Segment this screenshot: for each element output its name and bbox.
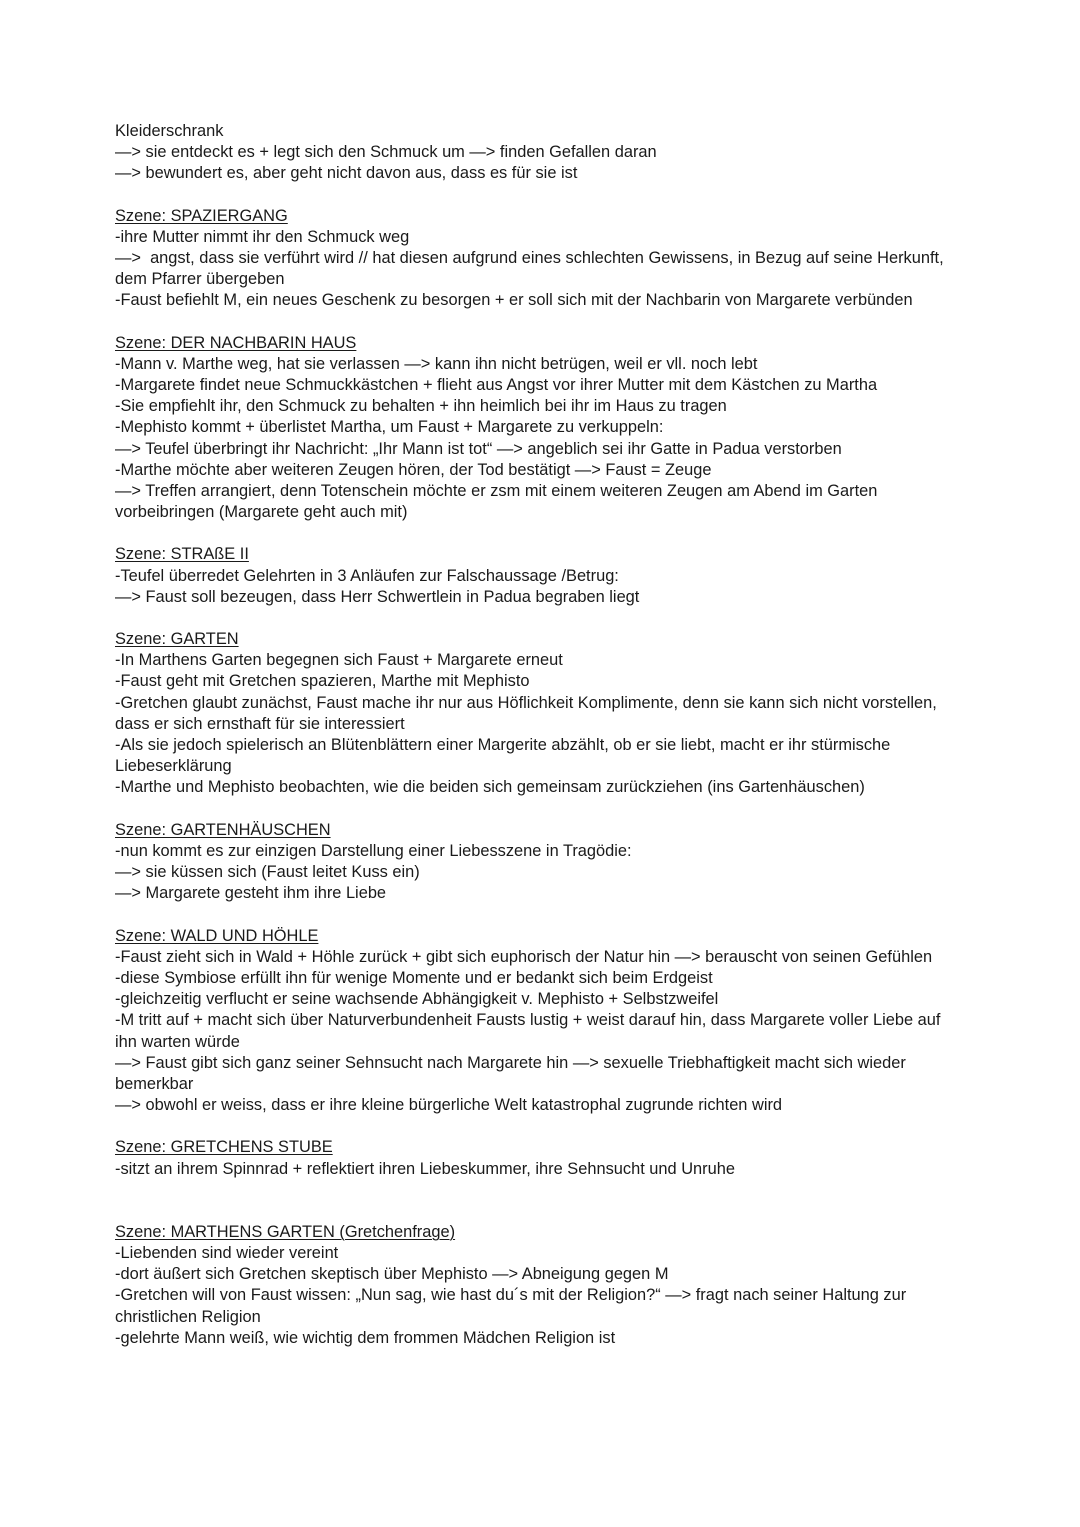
scene-heading: Szene: MARTHENS GARTEN (Gretchenfrage) xyxy=(115,1222,456,1241)
note-line: -In Marthens Garten begegnen sich Faust + Margarete erneut xyxy=(115,651,563,670)
note-line: -dort äußert sich Gretchen skeptisch über Mephisto —> Abneigung gegen M xyxy=(115,1265,669,1284)
scene-heading: Szene: DER NACHBARIN HAUS xyxy=(115,333,357,352)
scene-marthens-garten xyxy=(115,1222,965,1349)
note-line: -diese Symbiose erfüllt ihn für wenige Momente und er bedankt sich beim Erdgeist xyxy=(115,968,713,987)
note-line: -M tritt auf + macht sich über Naturverbundenheit Fausts lustig + weist darauf hin, dass Margarete voller Liebe auf ihn warten würde xyxy=(115,1011,945,1051)
note-line: -ihre Mutter nimmt ihr den Schmuck weg xyxy=(115,227,410,246)
intro-line: —> bewundert es, aber geht nicht davon aus, dass es für sie ist xyxy=(115,164,578,183)
scene-heading: Szene: STRAßE II xyxy=(115,545,249,564)
note-line: -gelehrte Mann weiß, wie wichtig dem frommen Mädchen Religion ist xyxy=(115,1328,616,1347)
intro-line: —> sie entdeckt es + legt sich den Schmuck um —> finden Gefallen daran xyxy=(115,143,657,162)
scene-wald-und-hoehle xyxy=(115,926,965,1117)
note-line: —> Treffen arrangiert, denn Totenschein möchte er zsm mit einem weiteren Zeugen am Abend im Garten vorbeibringen (Margarete geht auch mit) xyxy=(115,482,882,522)
note-line: -Gretchen will von Faust wissen: „Nun sag, wie hast du´s mit der Religion?“ —> fragt nach seiner Haltung zur christlichen Religion xyxy=(115,1286,911,1326)
note-line: -Marthe und Mephisto beobachten, wie die beiden sich gemeinsam zurückziehen (ins Gartenhäuschen) xyxy=(115,778,865,797)
note-line: -nun kommt es zur einzigen Darstellung einer Liebesszene in Tragödie: xyxy=(115,841,632,860)
scene-gartenhaeuschen xyxy=(115,820,965,905)
note-line: -Liebenden sind wieder vereint xyxy=(115,1243,339,1262)
note-line: -gleichzeitig verflucht er seine wachsende Abhängigkeit v. Mephisto + Selbstzweifel xyxy=(115,990,719,1009)
scene-heading: Szene: WALD UND HÖHLE xyxy=(115,926,319,945)
note-line: -Marthe möchte aber weiteren Zeugen hören, der Tod bestätigt —> Faust = Zeuge xyxy=(115,460,712,479)
note-line: —> sie küssen sich (Faust leitet Kuss ein) xyxy=(115,863,420,882)
note-line: -Faust zieht sich in Wald + Höhle zurück + gibt sich euphorisch der Natur hin —> berauscht von seinen Gefühlen xyxy=(115,947,933,966)
intro-line: Kleiderschrank xyxy=(115,122,224,140)
scene-strasse-ii xyxy=(115,544,965,608)
notes-page xyxy=(115,121,965,1370)
note-line: -Faust befiehlt M, ein neues Geschenk zu besorgen + er soll sich mit der Nachbarin von Margarete verbünden xyxy=(115,291,913,310)
note-line: —> Teufel überbringt ihr Nachricht: „Ihr Mann ist tot“ —> angeblich sei ihr Gatte in Padua verstorben xyxy=(115,439,842,458)
scene-gretchens-stube xyxy=(115,1137,965,1179)
scene-garten xyxy=(115,629,965,799)
scene-heading: Szene: SPAZIERGANG xyxy=(115,206,288,225)
note-line: -sitzt an ihrem Spinnrad + reflektiert ihren Liebeskummer, ihre Sehnsucht und Unruhe xyxy=(115,1159,735,1178)
note-line: —> Margarete gesteht ihm ihre Liebe xyxy=(115,884,387,903)
note-line: —> obwohl er weiss, dass er ihre kleine bürgerliche Welt katastrophal zugrunde richten wird xyxy=(115,1096,783,1115)
intro-block xyxy=(115,121,965,185)
scene-heading: Szene: GRETCHENS STUBE xyxy=(115,1138,333,1157)
note-line: -Mephisto kommt + überlistet Martha, um Faust + Margarete zu verkuppeln: xyxy=(115,418,664,437)
note-line: -Margarete findet neue Schmuckkästchen + flieht aus Angst vor ihrer Mutter mit dem Kästchen zu Martha xyxy=(115,376,878,395)
note-line: —> Faust gibt sich ganz seiner Sehnsucht nach Margarete hin —> sexuelle Triebhaftigkeit macht sich wieder bemerkbar xyxy=(115,1053,911,1093)
scene-spaziergang xyxy=(115,206,965,312)
note-line: -Faust geht mit Gretchen spazieren, Marthe mit Mephisto xyxy=(115,672,530,691)
note-line: -Teufel überredet Gelehrten in 3 Anläufen zur Falschaussage /Betrug: xyxy=(115,566,619,585)
note-line: -Mann v. Marthe weg, hat sie verlassen —> kann ihn nicht betrügen, weil er vll. noch lebt xyxy=(115,354,758,373)
note-line: —> angst, dass sie verführt wird // hat diesen aufgrund eines schlechten Gewissens, in Bezug auf seine Herkunft, dem Pfarrer übergeben xyxy=(115,249,949,289)
note-line: -Gretchen glaubt zunächst, Faust mache ihr nur aus Höflichkeit Komplimente, denn sie kann sich nicht vorstellen, dass er sich ernsthaft für sie interessiert xyxy=(115,693,942,733)
scene-heading: Szene: GARTENHÄUSCHEN xyxy=(115,820,331,839)
note-line: -Als sie jedoch spielerisch an Blütenblättern einer Margerite abzählt, ob er sie liebt, macht er ihr stürmische Liebeserklärung xyxy=(115,736,895,776)
note-line: -Sie empfiehlt ihr, den Schmuck zu behalten + ihn heimlich bei ihr im Haus zu tragen xyxy=(115,397,727,416)
scene-der-nachbarin-haus xyxy=(115,333,965,524)
scene-heading: Szene: GARTEN xyxy=(115,630,239,649)
note-line: —> Faust soll bezeugen, dass Herr Schwertlein in Padua begraben liegt xyxy=(115,587,640,606)
